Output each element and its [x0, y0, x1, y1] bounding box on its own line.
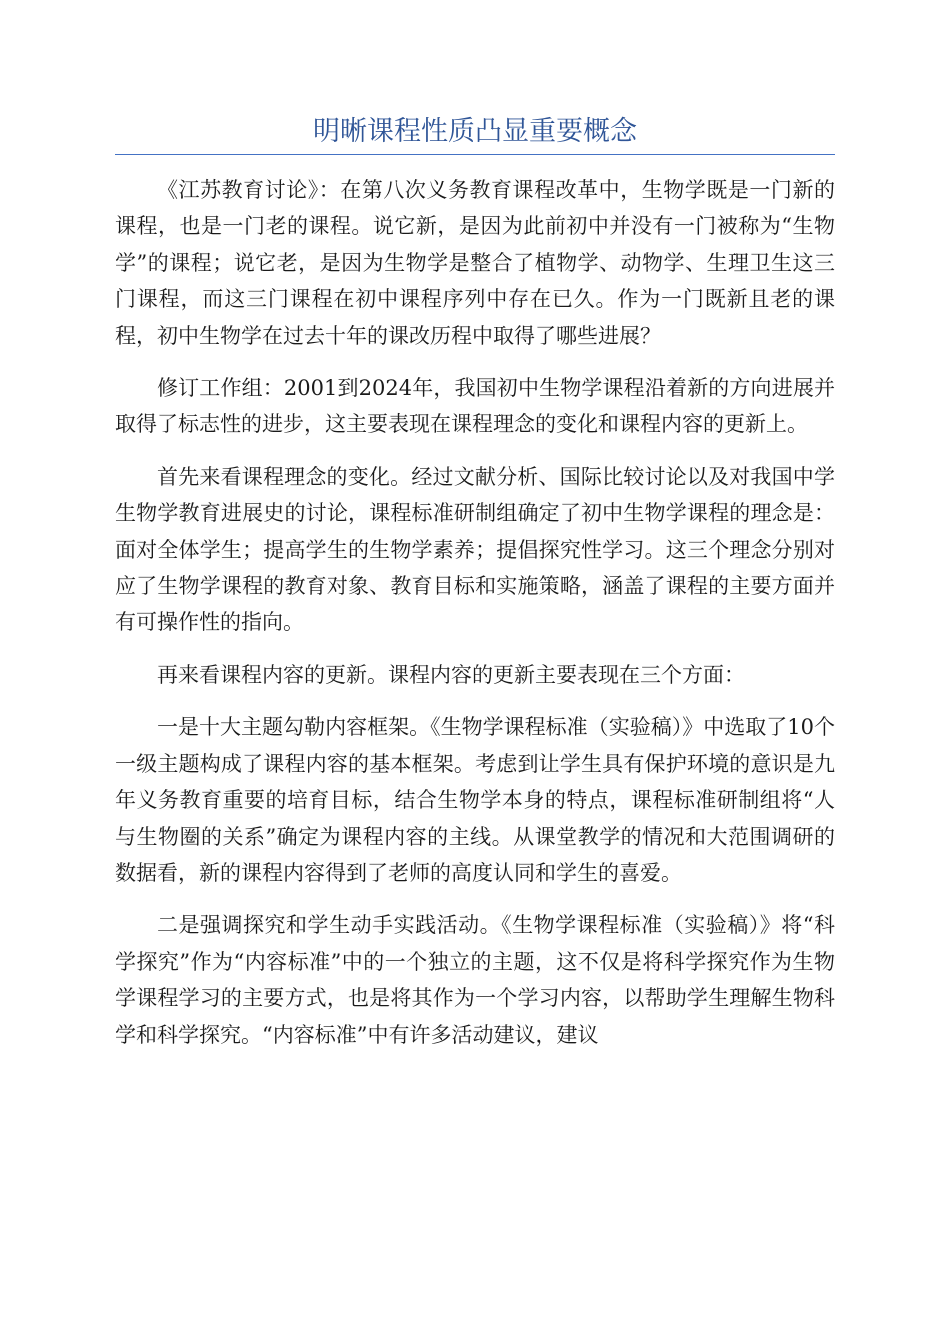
paragraph: 二是强调探究和学生动手实践活动。《生物学课程标准（实验稿）》将“科学探究”作为“内容标准”中的一个独立的主题，这不仅是将科学探究作为生物学课程学习的主要方式，也是将其作为一个学习内容，以帮助学生理解生物科学和科学探究。“内容标准”中有许多活动建议，建议 — [115, 913, 835, 1047]
paragraph: 一是十大主题勾勒内容框架。《生物学课程标准（实验稿）》中选取了10个一级主题构成了课程内容的基本框架。考虑到让学生具有保护环境的意识是九年义务教育重要的培育目标，结合生物学本身的特点，课程标准研制组将“人与生物圈的关系”确定为课程内容的主线。从课堂教学的情况和大范围调研的数据看，新的课程内容得到了老师的高度认同和学生的喜爱。 — [115, 715, 835, 885]
paragraph: 首先来看课程理念的变化。经过文献分析、国际比较讨论以及对我国中学生物学教育进展史的讨论，课程标准研制组确定了初中生物学课程的理念是：面对全体学生；提高学生的生物学素养；提倡探究性学习。这三个理念分别对应了生物学课程的教育对象、教育目标和实施策略，涵盖了课程的主要方面并有可操作性的指向。 — [115, 464, 835, 635]
paragraph: 《江苏教育讨论》：在第八次义务教育课程改革中，生物学既是一门新的课程，也是一门老的课程。说它新，是因为此前初中并没有一门被称为“生物学”的课程；说它老，是因为生物学是整合了植物学、动物学、生理卫生这三门课程，而这三门课程在初中课程序列中存在已久。作为一门既新且老的课程，初中生物学在过去十年的课改历程中取得了哪些进展？ — [115, 178, 835, 348]
document-body — [115, 172, 835, 1069]
paragraph: 修订工作组：2001到2024年，我国初中生物学课程沿着新的方向进展并取得了标志性的进步，这主要表现在课程理念的变化和课程内容的更新上。 — [115, 376, 835, 437]
paragraph: 再来看课程内容的更新。课程内容的更新主要表现在三个方面： — [157, 662, 745, 687]
page-title: 明晰课程性质凸显重要概念 — [313, 116, 637, 147]
title-underline — [115, 154, 835, 155]
